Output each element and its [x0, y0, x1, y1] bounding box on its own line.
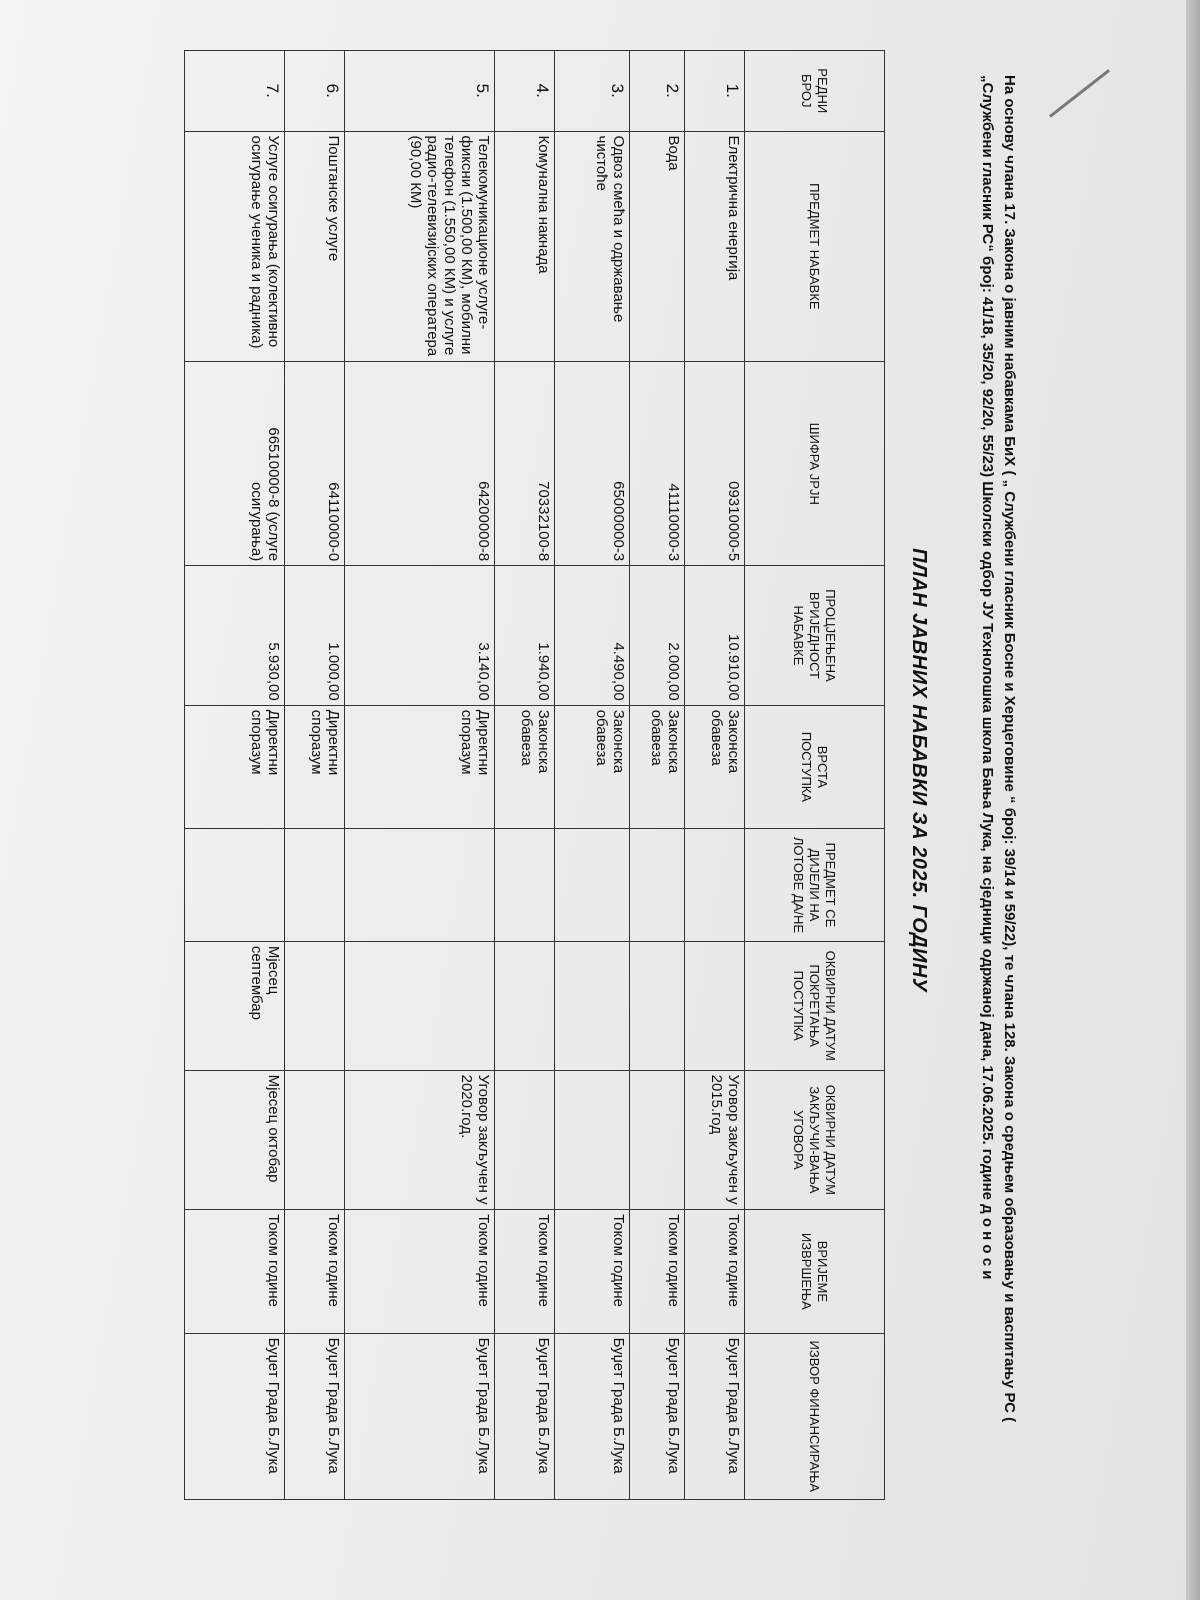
row-contract-date: [630, 1070, 685, 1210]
row-procedure: Законска обавеза: [495, 705, 555, 828]
row-number: 3.: [555, 51, 630, 132]
row-funding: Буџет Града Б.Лука: [345, 1333, 495, 1499]
header-start-date: ОКВИРНИ ДАТУМ ПОКРЕТАЊА ПОСТУПКА: [745, 941, 885, 1070]
header-subject: ПРЕДМЕТ НАБАВКЕ: [745, 131, 885, 362]
row-procedure: Директни споразум: [185, 705, 285, 828]
row-start-date: [285, 941, 345, 1070]
row-lots: [185, 829, 285, 942]
row-execution: Током године: [685, 1210, 745, 1333]
row-funding: Буџет Града Б.Лука: [185, 1333, 285, 1499]
table-row: [630, 51, 685, 1500]
row-start-date: [685, 941, 745, 1070]
row-value: 4.490,00: [555, 566, 630, 706]
row-lots: [285, 829, 345, 942]
row-funding: Буџет Града Б.Лука: [685, 1333, 745, 1499]
row-subject: Електрична енергија: [685, 131, 745, 362]
row-number: 6.: [285, 51, 345, 132]
row-funding: Буџет Града Б.Лука: [555, 1333, 630, 1499]
table-row: [185, 51, 285, 1500]
row-code: 09310000-5: [685, 362, 745, 566]
row-funding: Буџет Града Б.Лука: [630, 1333, 685, 1499]
row-code: 64110000-0: [285, 362, 345, 566]
row-execution: Током године: [345, 1210, 495, 1333]
row-start-date: [630, 941, 685, 1070]
row-value: 5.930,00: [185, 566, 285, 706]
row-execution: Током године: [630, 1210, 685, 1333]
row-code: 66510000-8 (услуге осигурања): [185, 362, 285, 566]
row-lots: [345, 829, 495, 942]
row-value: 2.000,00: [630, 566, 685, 706]
row-subject: Телекомуникационе услуге- фиксни (1.500,00 КМ), мобилни телефон (1.550,00 КМ) и услуге радио-телевизијских оператера (90,00 КМ): [345, 131, 495, 362]
row-procedure: Директни споразум: [345, 705, 495, 828]
row-lots: [555, 829, 630, 942]
table-row: [685, 51, 745, 1500]
header-funding: ИЗВОР ФИНАНСИРАЊА: [745, 1333, 885, 1499]
table-row: [345, 51, 495, 1500]
row-number: 7.: [185, 51, 285, 132]
document-title: ПЛАН ЈАВНИХ НАБАВКИ ЗА 2025. ГОДИНУ: [908, 548, 930, 992]
row-value: 1.940,00: [495, 566, 555, 706]
row-code: 41110000-3: [630, 362, 685, 566]
intro-paragraph: На основу члана 17. Закона о јавним набавкама БиХ ( „ Службени гласник Босне и Херцеговине “ број: 39/14 и 59/22), те члана 128. Закона о средњем образовању и васпитању РС ( „Службени гласник РС“ број: 41/18, 35/20, 92/20, 55/23) Школски одбор ЈУ Технолошка школа Бања Лука, на сједници одржаној дана, 17.06.2025. године д о н о с и: [979, 75, 1018, 1423]
row-start-date: [345, 941, 495, 1070]
header-contract-date: ОКВИРНИ ДАТУМ ЗАКЉУЧИ-ВАЊА УГОВОРА: [745, 1070, 885, 1210]
row-execution: Током године: [495, 1210, 555, 1333]
row-number: 4.: [495, 51, 555, 132]
row-execution: Током године: [185, 1210, 285, 1333]
row-subject: Вода: [630, 131, 685, 362]
row-funding: Буџет Града Б.Лука: [495, 1333, 555, 1499]
row-contract-date: [285, 1070, 345, 1210]
row-contract-date: Мјесец октобар: [185, 1070, 285, 1210]
row-start-date: [555, 941, 630, 1070]
row-code: 70332100-8: [495, 362, 555, 566]
row-contract-date: Уговор закључен у 2020.год.: [345, 1070, 495, 1210]
row-procedure: Законска обавеза: [555, 705, 630, 828]
row-value: 3.140,00: [345, 566, 495, 706]
row-code: 65000000-3: [555, 362, 630, 566]
row-value: 1.000,00: [285, 566, 345, 706]
table-row: [495, 51, 555, 1500]
header-code: ШИФРА ЈРЈН: [745, 362, 885, 566]
paper-edge: [1186, 0, 1200, 1600]
row-start-date: [495, 941, 555, 1070]
header-number: РЕДНИ БРОЈ: [745, 51, 885, 132]
procurement-plan-table: [184, 50, 885, 1500]
row-start-date: Мјесец септембар: [185, 941, 285, 1070]
row-procedure: Законска обавеза: [630, 705, 685, 828]
table-row: [555, 51, 630, 1500]
row-procedure: Законска обавеза: [685, 705, 745, 828]
header-lots: ПРЕДМЕТ СЕ ДИЈЕЛИ НА ЛОТОВЕ ДА/НЕ: [745, 829, 885, 942]
row-code: 64200000-8: [345, 362, 495, 566]
table-header-row: [745, 51, 885, 1500]
row-subject: Комунална накнада: [495, 131, 555, 362]
row-lots: [630, 829, 685, 942]
row-funding: Буџет Града Б.Лука: [285, 1333, 345, 1499]
row-execution: Током године: [555, 1210, 630, 1333]
row-number: 2.: [630, 51, 685, 132]
table-row: [285, 51, 345, 1500]
row-execution: Током године: [285, 1210, 345, 1333]
row-contract-date: [495, 1070, 555, 1210]
row-lots: [685, 829, 745, 942]
row-number: 1.: [685, 51, 745, 132]
row-subject: Поштанске услуге: [285, 131, 345, 362]
row-procedure: Директни споразум: [285, 705, 345, 828]
row-value: 10.910,00: [685, 566, 745, 706]
row-subject: Услуге осигурања (колективно осигурање ученика и радника): [185, 131, 285, 362]
row-contract-date: [555, 1070, 630, 1210]
row-contract-date: Уговор закључен у 2015.год: [685, 1070, 745, 1210]
row-number: 5.: [345, 51, 495, 132]
header-procedure: ВРСТА ПОСТУПКА: [745, 705, 885, 828]
row-subject: Одвоз смећа и одржавање чистоће: [555, 131, 630, 362]
row-lots: [495, 829, 555, 942]
header-value: ПРОЦЈЕЊЕНА ВРИЈЕДНОСТ НАБАВКЕ: [745, 566, 885, 706]
header-execution: ВРИЈЕМЕ ИЗВРШЕЊА: [745, 1210, 885, 1333]
document-page: [0, 20, 1030, 1580]
